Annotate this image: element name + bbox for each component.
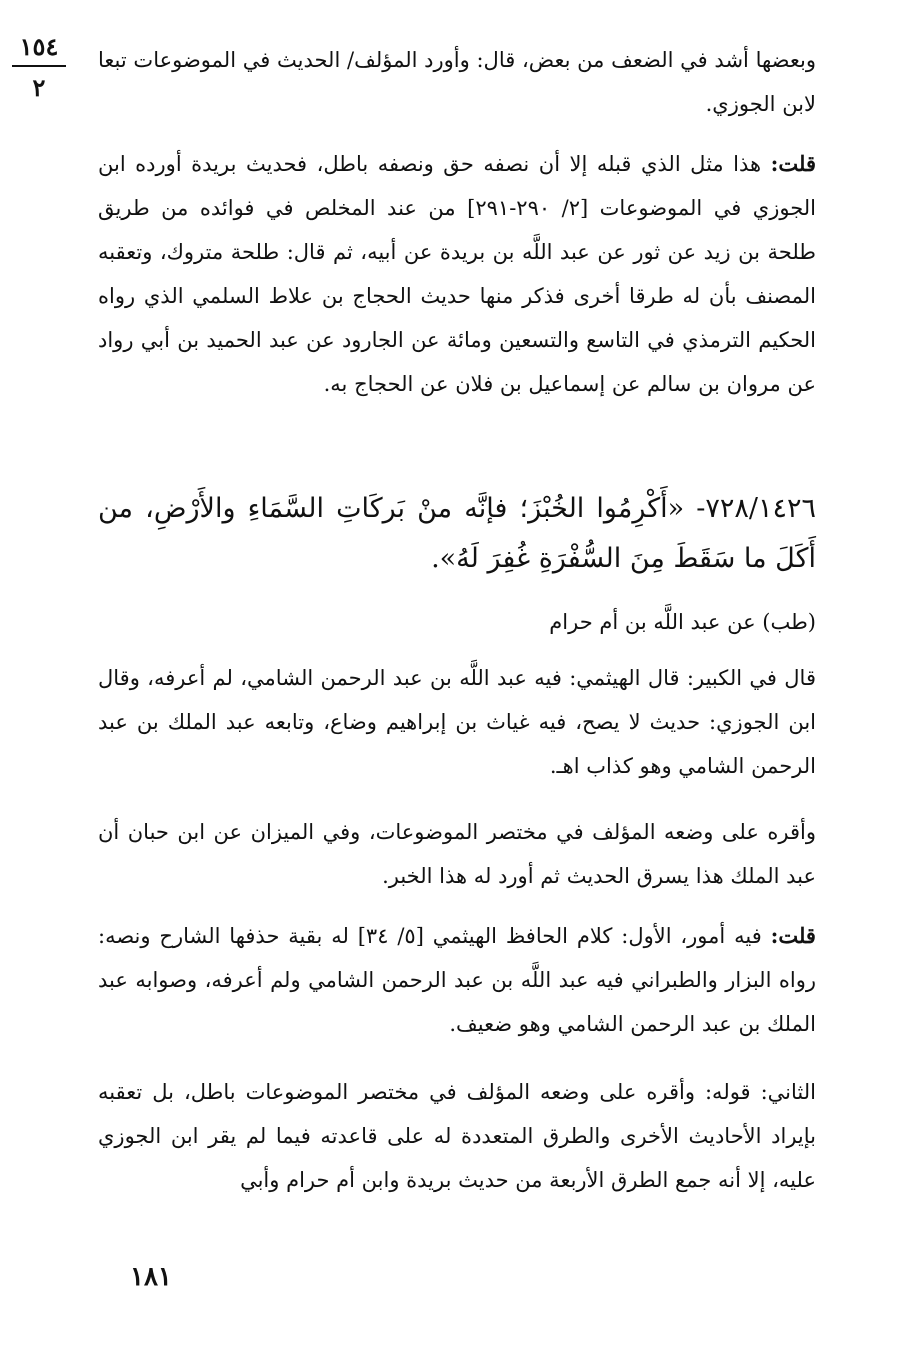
paragraph-2-lead: قلت: (770, 151, 816, 176)
hadith-text: ٧٢٨/١٤٢٦- «أَكْرِمُوا الخُبْزَ؛ فإنَّه منْ بَركَاتِ السَّمَاءِ والأَرْضِ، من أَكَلَ ما سَقَطَ مِنَ السُّفْرَةِ غُفِرَ لَهُ». (98, 493, 816, 574)
paragraph-7 (98, 914, 816, 1046)
paragraph-5: قال في الكبير: قال الهيثمي: فيه عبد اللَّه بن عبد الرحمن الشامي، لم أعرفه، وقال ابن الجوزي: حديث لا يصح، فيه غياث بن إبراهيم وضاع، وتابعه عبد الملك بن عبد الرحمن الشامي وهو كذاب اهـ. (98, 666, 816, 778)
paragraph-7-text: فيه أمور، الأول: كلام الحافظ الهيثمي [٥/ ٣٤] له بقية حذفها الشارح ونصه: رواه البزار والطبراني فيه عبد اللَّه بن عبد الرحمن الشامي ولم أعرفه، وصوابه عبد الملك بن عبد الرحمن الشامي وهو ضعيف. (98, 924, 816, 1036)
paragraph-7-lead: قلت: (770, 923, 816, 948)
paragraph-1: وبعضها أشد في الضعف من بعض، قال: وأورد المؤلف/ الحديث في الموضوعات تبعا لابن الجوزي. (98, 48, 816, 116)
hadith-source: (طب) عن عبد اللَّه بن أم حرام (549, 610, 816, 634)
marginal-divider (12, 65, 66, 67)
paragraph-8: الثاني: قوله: وأقره على وضعه المؤلف في مختصر الموضوعات باطل، بل تعقبه بإيراد الأحاديث الأخرى والطرق المتعددة له على قاعدته فيما لم يقر ابن الجوزي عليه، إلا أنه جمع الطرق الأربعة من حديث بريدة وابن أم حرام وأبي (98, 1080, 816, 1192)
page-number: ١٨١ (130, 1262, 172, 1292)
paragraph-2-text: هذا مثل الذي قبله إلا أن نصفه حق ونصفه باطل، فحديث بريدة أورده ابن الجوزي في الموضوعات [٢/ ٢٩٠-٢٩١] من عند المخلص في فوائده من طريق طلحة بن زيد عن ثور عن عبد اللَّه بن بريدة عن أبيه، ثم قال: طلحة متروك، وتعقبه المصنف بأن له طرقا أخرى فذكر منها حديث الحجاج بن علاط السلمي الذي رواه الحكيم الترمذي في التاسع والتسعين ومائة عن الجارود عن عبد الحميد بن أبي رواد عن مروان بن سالم عن إسماعيل بن فلان عن الحجاج به. (98, 152, 816, 396)
paragraph-6: وأقره على وضعه المؤلف في مختصر الموضوعات، وفي الميزان عن ابن حبان أن عبد الملك هذا يسرق الحديث ثم أورد له هذا الخبر. (98, 820, 816, 888)
marginal-ref-bottom: ٢ (32, 73, 46, 102)
marginal-reference (8, 32, 70, 103)
paragraph-2 (98, 142, 816, 406)
marginal-ref-top: ١٥٤ (19, 32, 59, 61)
